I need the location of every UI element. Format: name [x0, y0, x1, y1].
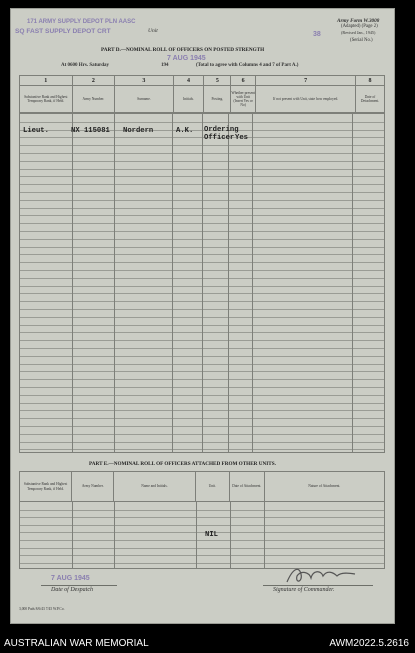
column-divider: [196, 502, 197, 568]
ruled-line: [20, 540, 384, 541]
ruled-line: [20, 532, 384, 533]
entry-posting: Ordering Officer: [204, 126, 239, 142]
despatch-date-stamp: 7 AUG 1945: [51, 575, 90, 582]
ruled-line: [20, 525, 384, 526]
col-header-rank: Substantive Rank and Highest Temporary Rank, if Held.: [20, 472, 72, 502]
archive-label: AUSTRALIAN WAR MEMORIAL: [4, 638, 149, 649]
despatch-label: Date of Despatch: [51, 587, 93, 593]
form-number: Army Form W.3008: [337, 18, 380, 24]
form-adapted: (Adapted) (Page 2): [341, 24, 378, 29]
col-header-army-number: Army Number.: [72, 472, 114, 502]
part-e-body: [19, 501, 385, 569]
col-header-surname: Surname.: [115, 86, 173, 113]
ruled-line: [20, 517, 384, 518]
part-d-title: PART D.—NOMINAL ROLL OF OFFICERS ON POSTED STRENGTH: [101, 47, 265, 53]
column-divider: [202, 114, 203, 452]
ruled-line: [20, 548, 384, 549]
col-header-attachment-date: Date of Attachment.: [229, 472, 264, 502]
col-number: 1: [20, 76, 73, 86]
total-note: (Total to agree with Columns 4 and 7 of Part A.): [196, 63, 299, 68]
year-suffix: 194: [161, 63, 169, 68]
form-page: [10, 8, 395, 624]
part-e-header-table: [19, 471, 385, 502]
form-revised: (Revised Jan., 1945): [341, 30, 376, 35]
commander-signature: [283, 564, 363, 586]
col-header-initials: Initials.: [173, 86, 204, 113]
column-divider: [252, 114, 253, 452]
ruled-line: [20, 555, 384, 556]
serial-label: (Serial No.): [350, 38, 373, 43]
column-divider: [114, 502, 115, 568]
col-header-army-number: Army Number.: [72, 86, 115, 113]
unit-label: Unit: [148, 28, 158, 34]
col-number: 6: [231, 76, 256, 86]
ruled-line: [20, 510, 384, 511]
entry-initials: A.K.: [176, 127, 194, 135]
unit-stamp-line2: SQ FAST SUPPLY DEPOT CRT: [15, 28, 111, 35]
column-divider: [230, 502, 231, 568]
column-divider: [228, 114, 229, 452]
col-header-rank: Substantive Rank and Highest Temporary Rank, if Held.: [20, 86, 73, 113]
part-e-title: PART E.—NOMINAL ROLL OF OFFICERS ATTACHED FROM OTHER UNITS.: [89, 461, 276, 467]
col-header-detachment-date: Date of Detachment.: [356, 86, 385, 113]
column-divider: [352, 114, 353, 452]
signature-label: Signature of Commander.: [273, 587, 335, 593]
archive-id: AWM2022.5.2616: [329, 638, 409, 649]
nil-entry: NIL: [205, 531, 218, 539]
signature-line: [263, 585, 373, 586]
print-note: 3,000 Pads 8/6/43 7/45 W.P.Co.: [19, 607, 65, 611]
time-line-prefix: At 0600 Hrs. Saturday: [61, 63, 110, 68]
despatch-line: [41, 585, 117, 586]
col-header-name: Name and Initials.: [114, 472, 195, 502]
serial-number: 38: [313, 31, 321, 38]
part-d-body: [19, 113, 385, 453]
col-number: 2: [72, 76, 115, 86]
column-divider: [172, 114, 173, 452]
column-divider: [114, 114, 115, 452]
entry-army-number: NX 115081: [71, 127, 110, 135]
entry-rank: Lieut.: [23, 127, 49, 135]
col-header-present: Whether present with Unit (Insert Yes or No): [231, 86, 256, 113]
col-header-attachment-nature: Nature of Attachment.: [264, 472, 384, 502]
col-number: 8: [356, 76, 385, 86]
col-header-employment: If not present with Unit, state how employed.: [256, 86, 356, 113]
entry-present: Yes: [235, 134, 248, 142]
entry-surname: Nordern: [123, 127, 154, 135]
col-number: 3: [115, 76, 173, 86]
part-d-date-stamp: 7 AUG 1945: [167, 55, 206, 62]
column-divider: [72, 502, 73, 568]
col-number: 5: [204, 76, 231, 86]
col-number: 4: [173, 76, 204, 86]
part-d-header-table: [19, 75, 385, 113]
col-header-posting: Posting.: [204, 86, 231, 113]
column-divider: [72, 114, 73, 452]
col-number: 7: [256, 76, 356, 86]
col-header-unit: Unit.: [195, 472, 229, 502]
column-divider: [264, 502, 265, 568]
unit-stamp-line1: 171 ARMY SUPPLY DEPOT PLN AASC: [27, 19, 136, 25]
